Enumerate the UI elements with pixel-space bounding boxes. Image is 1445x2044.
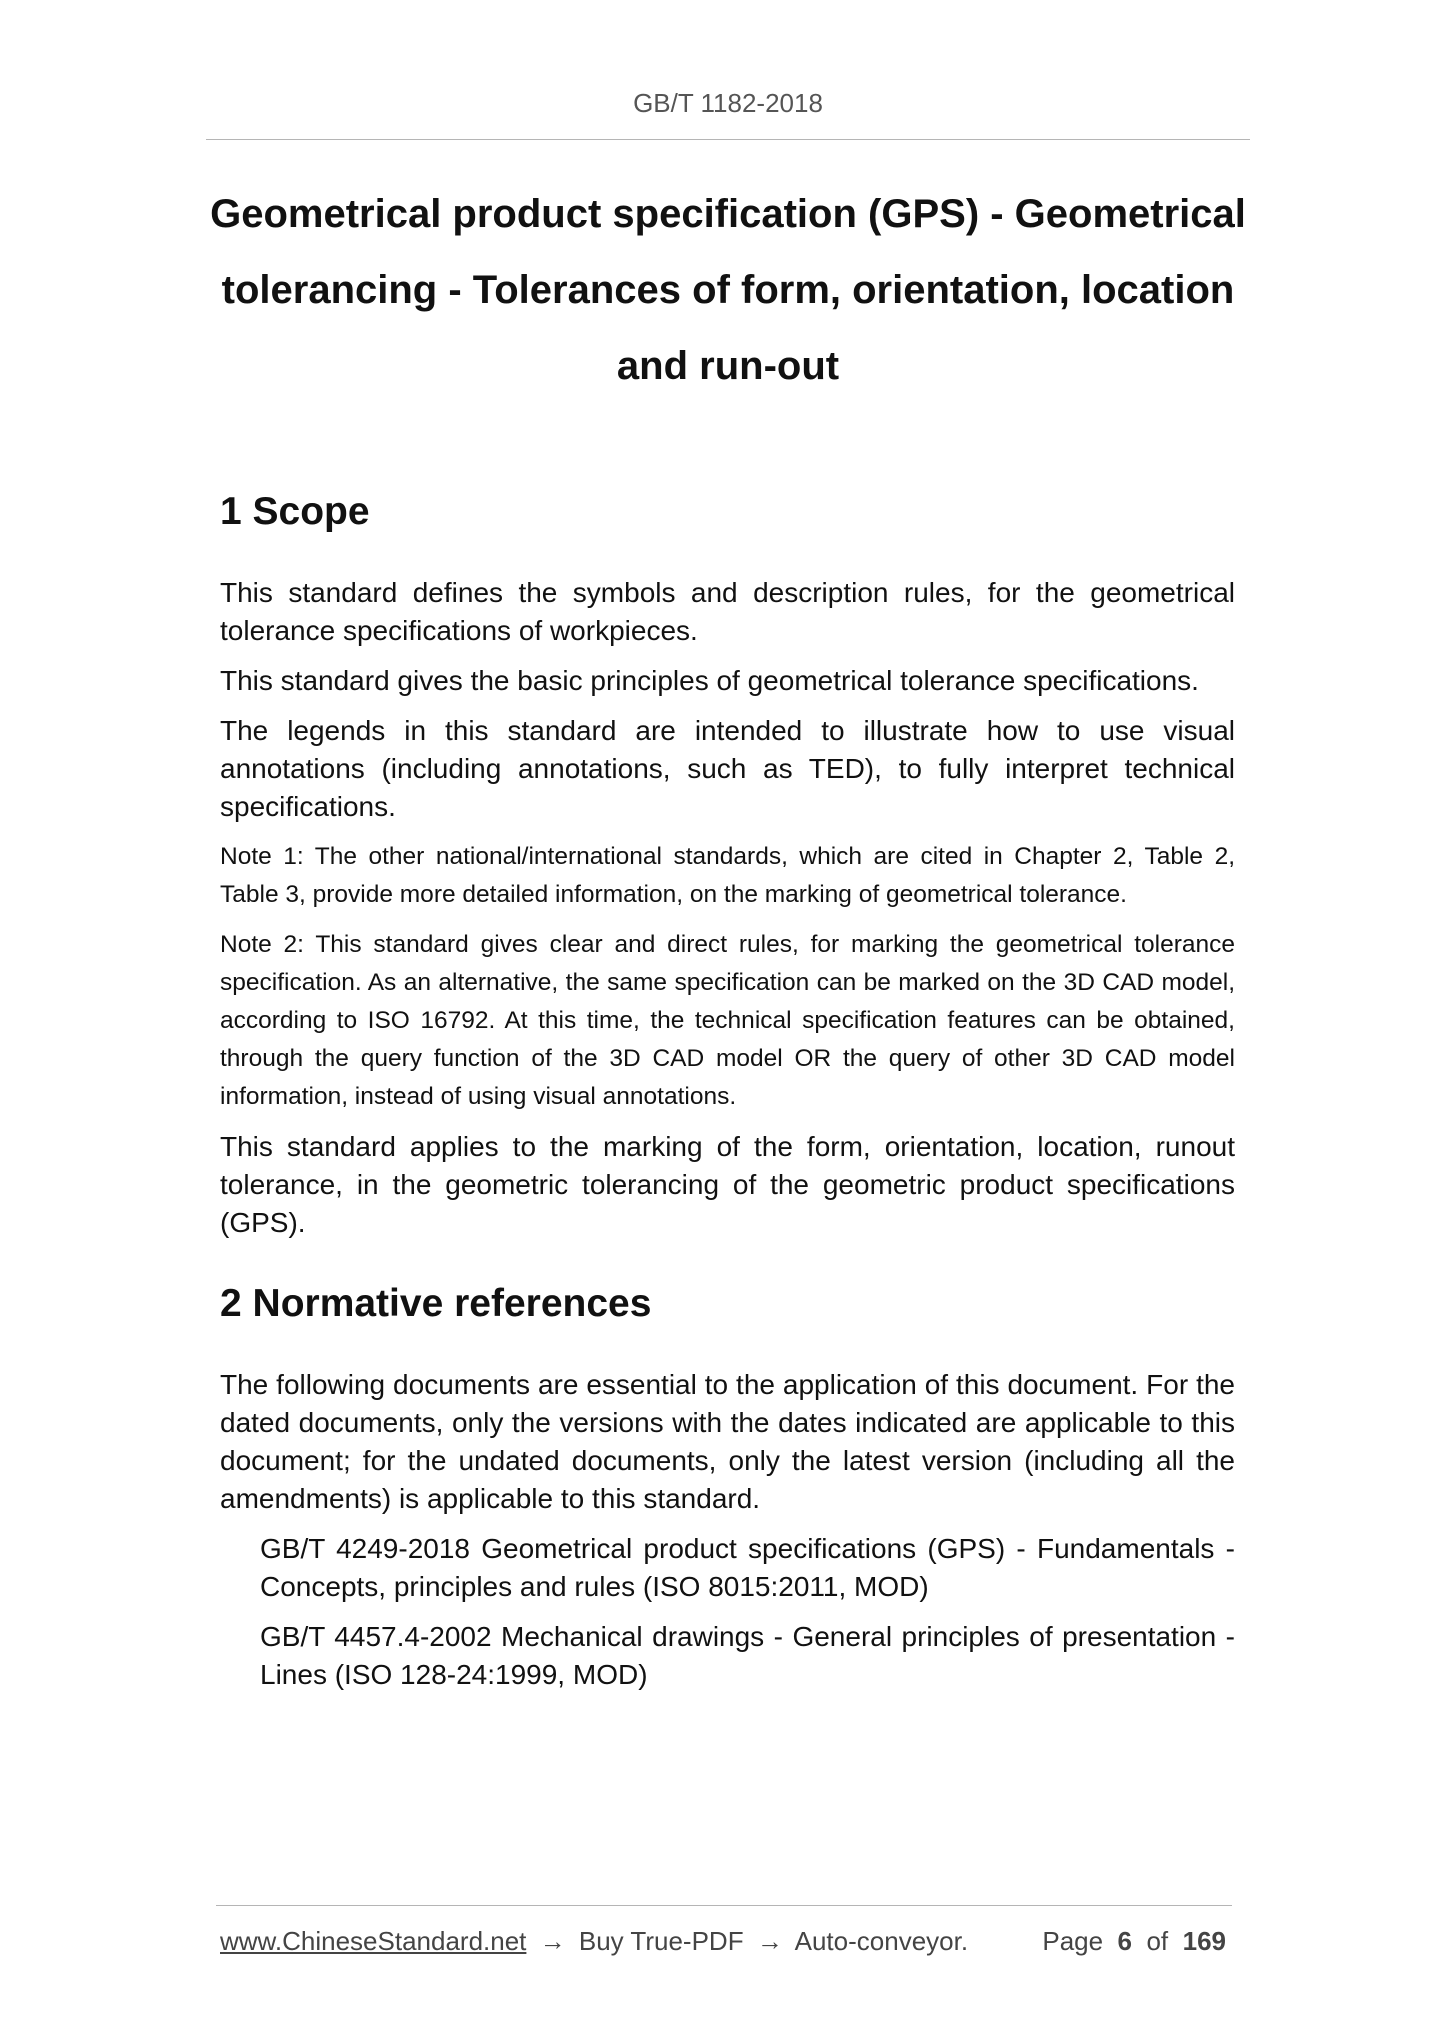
arrow-right-icon: → <box>756 1926 783 1956</box>
scope-paragraph-2: This standard gives the basic principles of geometrical tolerance specifications. <box>220 665 1199 696</box>
page-footer <box>220 1926 1226 1962</box>
buy-true-pdf-text: Buy True-PDF <box>578 1926 744 1956</box>
title-line-2: tolerancing - Tolerances of form, orientation, location <box>221 268 1235 312</box>
page-indicator <box>1042 1926 1226 1957</box>
total-page-count: 169 <box>1182 1926 1226 1956</box>
document-title <box>206 176 1250 404</box>
current-page-number: 6 <box>1117 1926 1133 1956</box>
section-heading-normative-references: 2 Normative references <box>220 1282 652 1325</box>
footer-divider <box>216 1905 1232 1906</box>
reference-item: GB/T 4457.4-2002 Mechanical drawings - General principles of presentation - Lines (ISO 128-24:1999, MOD) <box>260 1621 1235 1690</box>
scope-paragraph-1: This standard defines the symbols and description rules, for the geometrical tolerance specifications of workpieces. <box>220 577 1235 646</box>
scope-paragraph-3: The legends in this standard are intended to illustrate how to use visual annotations (including annotations, such as TED), to fully interpret technical specifications. <box>220 715 1235 822</box>
references-intro-paragraph: The following documents are essential to the application of this document. For the dated documents, only the versions with the dates indicated are applicable to this document; for the undated documents, only the latest version (including all the amendments) is applicable to this standard. <box>220 1369 1235 1514</box>
document-body <box>220 488 1235 1694</box>
scope-note-2: Note 2: This standard gives clear and direct rules, for marking the geometrical tolerance specification. As an alternative, the same specification can be marked on the 3D CAD model, according to ISO 16792. At this time, the technical specification features can be obtained, through the query function of the 3D CAD model OR the query of other 3D CAD model information, instead of using visual annotations. <box>220 931 1235 1110</box>
scope-note-1: Note 1: The other national/international standards, which are cited in Chapter 2, Table 2, Table 3, provide more detailed information, on the marking of geometrical tolerance. <box>220 843 1235 908</box>
scope-paragraph-4: This standard applies to the marking of the form, orientation, location, runout tolerance, in the geometric tolerancing of the geometric product specifications (GPS). <box>220 1131 1235 1238</box>
document-header: GB/T 1182-2018 <box>633 88 823 118</box>
footer-left <box>220 1926 968 1957</box>
of-label: of <box>1146 1926 1169 1956</box>
title-line-3: and run-out <box>616 344 840 388</box>
reference-item: GB/T 4249-2018 Geometrical product specifications (GPS) - Fundamentals - Concepts, principles and rules (ISO 8015:2011, MOD) <box>260 1533 1235 1602</box>
page-label: Page <box>1042 1926 1104 1956</box>
title-line-1: Geometrical product specification (GPS) - Geometrical <box>210 192 1246 236</box>
arrow-right-icon: → <box>539 1926 566 1956</box>
auto-conveyor-text: Auto-conveyor. <box>794 1926 969 1956</box>
section-heading-scope: 1 Scope <box>220 490 370 533</box>
website-link[interactable]: www.ChineseStandard.net <box>220 1926 527 1956</box>
header-divider <box>206 139 1250 140</box>
